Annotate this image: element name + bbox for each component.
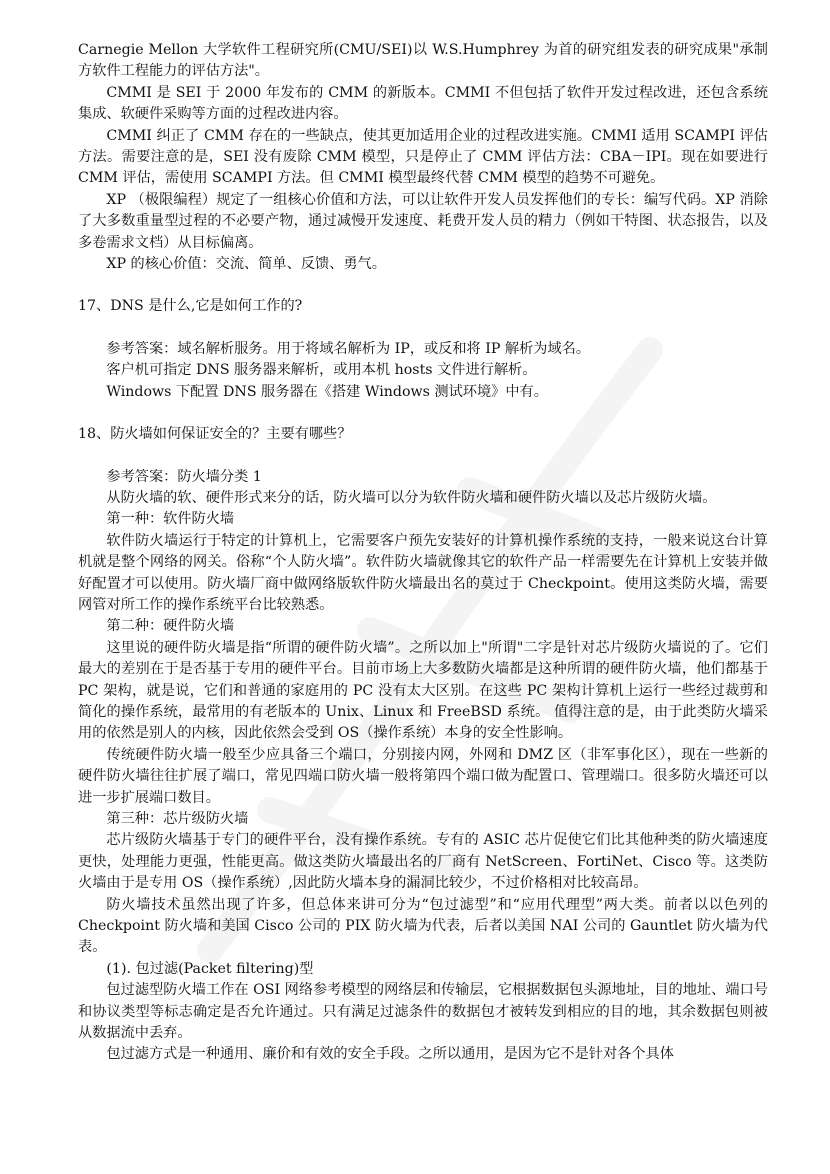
question-17: 17、DNS 是什么,它是如何工作的? (78, 298, 303, 315)
paragraph: Carnegie Mellon 大学软件工程研究所(CMU/SEI)以 W.S.Humphrey 为首的研究组发表的研究成果"承制方软件工程能力的评估方法"。 (78, 42, 768, 80)
paragraph: 包过滤方式是一种通用、廉价和有效的安全手段。之所以通用，是因为它不是针对各个具体 (106, 1046, 674, 1063)
section-heading: 第三种：芯片级防火墙 (106, 811, 249, 827)
paragraph: XP （极限编程）规定了一组核心价值和方法，可以让软件开发人员发挥他们的专长：编写代码。XP 消除了大多数重量型过程的不必要产物，通过减慢开发速度、耗费开发人员的精力（例如干特图、状态报告，以及多卷需求文档）从目标偏离。 (78, 191, 768, 251)
answer-line: Windows 下配置 DNS 服务器在《搭建 Windows 测试环境》中有。 (106, 383, 548, 400)
document-page (78, 40, 768, 1066)
answer-heading: 参考答案：防火墙分类 1 (106, 468, 262, 485)
paragraph: CMMI 纠正了 CMM 存在的一些缺点，使其更加适用企业的过程改进实施。CMMI 适用 SCAMPI 评估方法。需要注意的是，SEI 没有废除 CMM 模型，只是停止了 CMM 评估方法：CBA－IPI。现在如要进行 CMM 评估，需使用 SCAMPI 方法。但 CMMI 模型最终代替 CMM 模型的趋势不可避免。 (78, 127, 768, 187)
paragraph: 从防火墙的软、硬件形式来分的话，防火墙可以分为软件防火墙和硬件防火墙以及芯片级防火墙。 (106, 489, 717, 506)
paragraph: 传统硬件防火墙一般至少应具备三个端口，分别接内网，外网和 DMZ 区（非军事化区），现在一些新的硬件防火墙往往扩展了端口，常见四端口防火墙一般将第四个端口做为配置口、管理端口。很多防火墙还可以进一步扩展端口数目。 (78, 746, 768, 806)
paragraph: CMMI 是 SEI 于 2000 年发布的 CMM 的新版本。CMMI 不但包括了软件开发过程改进，还包含系统集成、软硬件采购等方面的过程改进内容。 (78, 84, 768, 123)
section-heading: (1). 包过滤(Packet filtering)型 (106, 960, 314, 977)
paragraph: 这里说的硬件防火墙是指“所谓的硬件防火墙”。之所以加上"所谓"二字是针对芯片级防火墙说的了。它们最大的差别在于是否基于专用的硬件平台。目前市场上大多数防火墙都是这种所谓的硬件防火墙，他们都基于 PC 架构，就是说，它们和普通的家庭用的 PC 没有太大区别。在这些 PC 架构计算机上运行一些经过裁剪和简化的操作系统，最常用的有老版本的 Unix、Linux 和 FreeBSD 系统。 值得注意的是，由于此类防火墙采用的依然是别人的内核，因此依然会受到 OS（操作系统）本身的安全性影响。 (78, 639, 768, 742)
answer-line: 客户机可指定 DNS 服务器来解析，或用本机 hosts 文件进行解析。 (106, 362, 537, 379)
paragraph: 软件防火墙运行于特定的计算机上，它需要客户预先安装好的计算机操作系统的支持，一般来说这台计算机就是整个网络的网关。俗称“个人防火墙”。软件防火墙就像其它的软件产品一样需要先在计算机上安装并做好配置才可以使用。防火墙厂商中做网络版软件防火墙最出名的莫过于 Checkpoint。使用这类防火墙，需要网管对所工作的操作系统平台比较熟悉。 (78, 532, 768, 613)
paragraph: 防火墙技术虽然出现了许多，但总体来讲可分为“包过滤型”和“应用代理型”两大类。前者以以色列的 Checkpoint 防火墙和美国 Cisco 公司的 PIX 防火墙为代表，后者以美国 NAI 公司的 Gauntlet 防火墙为代表。 (78, 896, 768, 956)
section-heading: 第一种：软件防火墙 (106, 511, 235, 528)
paragraph: XP 的核心价值：交流、简单、反馈、勇气。 (106, 256, 386, 273)
paragraph: 包过滤型防火墙工作在 OSI 网络参考模型的网络层和传输层，它根据数据包头源地址，目的地址、端口号和协议类型等标志确定是否允许通过。只有满足过滤条件的数据包才被转发到相应的目的地，其余数据包则被从数据流中丢弃。 (78, 982, 768, 1042)
paragraph: 芯片级防火墙基于专门的硬件平台，没有操作系统。专有的 ASIC 芯片促使它们比其他种类的防火墙速度更快，处理能力更强，性能更高。做这类防火墙最出名的厂商有 NetScreen、FortiNet、Cisco 等。这类防火墙由于是专用 OS（操作系统）,因此防火墙本身的漏洞比较少，不过价格相对比较高昂。 (78, 832, 768, 892)
answer-line: 参考答案：域名解析服务。用于将域名解析为 IP，或反和将 IP 解析为域名。 (106, 340, 591, 357)
section-heading: 第二种：硬件防火墙 (106, 618, 235, 635)
question-18: 18、防火墙如何保证安全的？主要有哪些？ (78, 426, 352, 443)
